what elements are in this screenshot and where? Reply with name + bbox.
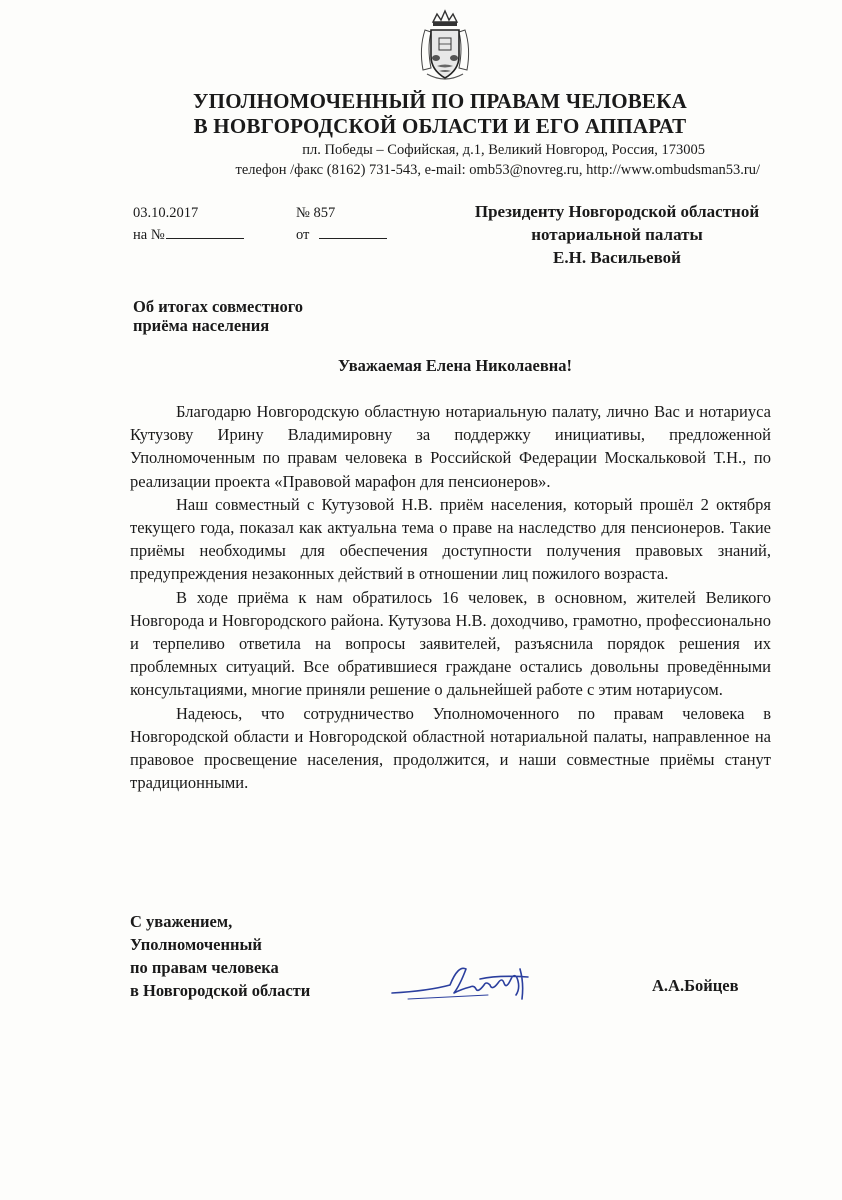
signatory-position: по правам человека [130, 958, 279, 977]
subject-line: Об итогах совместного [133, 297, 304, 316]
reference-na-field [133, 223, 244, 245]
signatory-name: А.А.Бойцев [652, 976, 739, 995]
signatory-title [130, 910, 310, 1002]
addressee-line: нотариальной палаты [531, 225, 703, 244]
letter-subject [133, 297, 303, 335]
reference-ot-field [296, 223, 387, 245]
reference-na-blank [166, 223, 244, 239]
organization-title-line1: УПОЛНОМОЧЕННЫЙ ПО ПРАВАМ ЧЕЛОВЕКА [193, 89, 687, 113]
reference-na-label: на № [133, 227, 165, 243]
closing-line: С уважением, [130, 912, 233, 931]
body-paragraph: Благодарю Новгородскую областную нотариальную палату, лично Вас и нотариуса Кутузову Ирину Владимировну за поддержку инициативы, предложенной Уполномоченным по правам человека в Российской Федерации Москальковой Т.Н., по реализации проекта «Правовой марафон для пенсионеров». [130, 402, 771, 491]
reference-ot-blank [319, 223, 387, 239]
signatory-position: в Новгородской области [130, 981, 311, 1000]
coat-of-arms-icon [415, 8, 475, 84]
organization-title-line2: В НОВГОРОДСКОЙ ОБЛАСТИ И ЕГО АППАРАТ [193, 114, 687, 138]
letter-body [130, 400, 771, 794]
organization-address: пл. Победы – Софийская, д.1, Великий Новгород, Россия, 173005 [302, 142, 705, 158]
subject-line: приёма населения [133, 316, 270, 335]
addressee-block [432, 200, 802, 269]
letter-date: 03.10.2017 [133, 205, 199, 221]
signatory-position: Уполномоченный [130, 935, 262, 954]
body-paragraph: Наш совместный с Кутузовой Н.В. приём населения, который прошёл 2 октября текущего года, показал как актуальна тема о праве на наследство для пенсионеров. Такие приёмы необходимы для обеспечения доступности получения правовых знаний, предупреждения незаконных действий в отношении лиц пожилого возраста. [130, 494, 771, 584]
reference-ot-label: от [296, 227, 310, 243]
letter-number: № 857 [296, 205, 336, 221]
salutation: Уважаемая Елена Николаевна! [337, 356, 572, 375]
addressee-name: Е.Н. Васильевой [553, 248, 681, 267]
addressee-line: Президенту Новгородской областной [474, 202, 760, 221]
organization-contacts: телефон /факс (8162) 731-543, e-mail: omb53@novreg.ru, http://www.ombudsman53.ru/ [235, 162, 760, 178]
handwritten-signature-icon [388, 955, 548, 1015]
body-paragraph: В ходе приёма к нам обратилось 16 человек, в основном, жителей Великого Новгорода и Новгородского района. Кутузова Н.В. доходчиво, грамотно, профессионально и терпеливо ответила на вопросы заявителей, разъяснила порядок решения их проблемных ситуаций. Все обратившиеся граждане остались довольны проведёнными консультациями, многие приняли решение о дальнейшей работе с этим нотариусом. [130, 587, 771, 700]
body-paragraph: Надеюсь, что сотрудничество Уполномоченного по правам человека в Новгородской области и Новгородской областной нотариальной палаты, направленное на правовое просвещение населения, продолжится, и наши совместные приёмы станут традиционными. [130, 703, 771, 793]
